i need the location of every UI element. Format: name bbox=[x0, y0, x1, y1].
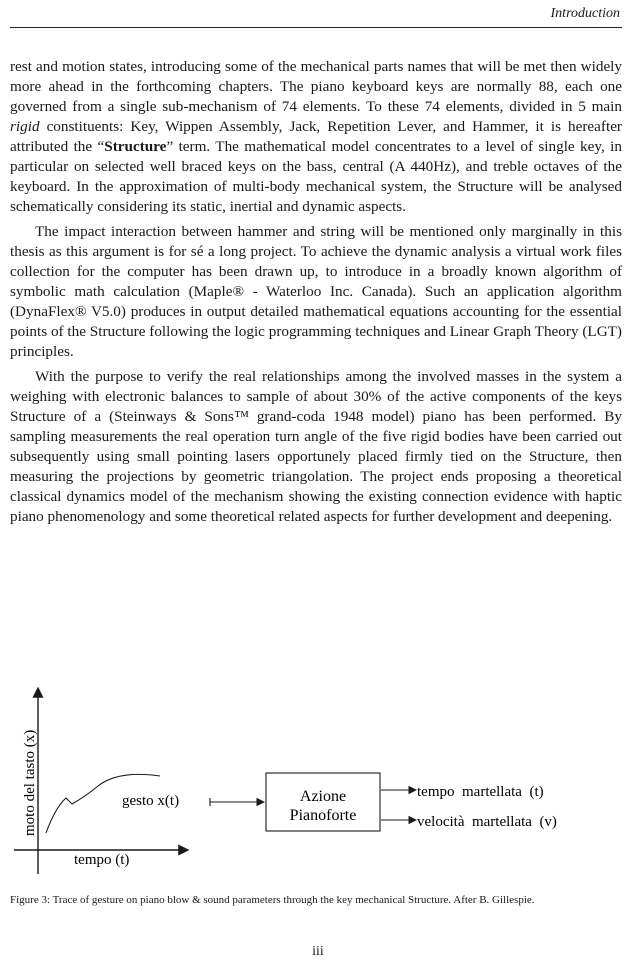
page-number: iii bbox=[312, 944, 324, 959]
running-head-title: Introduction bbox=[550, 6, 620, 21]
italic-word: rigid bbox=[10, 118, 40, 135]
paragraph-3: With the purpose to verify the real relationships among the involved masses in the system a weighing with electronic balances to sample of about 30% of the active components of the keys Structure of a (Steinways & Sons™ grand-coda 1948 model) piano has been performed. By sampling measurements the real operation turn angle of the five rigid bodies have been carried out subsequently using small pointing lasers opportunely placed firmly tied on the Structure, then measuring the projections by geometric triangolation. The project ends proposing a theoretical classical dynamics model of the mechanism showing the existing connection evidence with haptic piano phenomenology and some theoretical related aspects for further development and deepening. bbox=[10, 368, 622, 525]
box-line2: Pianoforte bbox=[289, 807, 357, 824]
box-line1: Azione bbox=[299, 788, 347, 805]
paragraph-2: The impact interaction between hammer and string will be mentioned only marginally in this thesis as this argument is for sé a long project. To achieve the dynamic analysis a virtual work files collection for the computer has been drawn up, to introduce in a broadly known algorithm of symbolic math calculation (Maple® - Waterloo Inc. Canada). Such an application algorithm (DynaFlex® V5.0) produces in output detailed mathematical equations accounting for the essential points of the Structure following the logic programming techniques and Linear Graph Theory (LGT) principles. bbox=[10, 223, 622, 360]
body-text bbox=[10, 57, 622, 532]
figure-diagram bbox=[0, 678, 636, 888]
page-header bbox=[10, 6, 622, 28]
output-label-1: tempo martellata (t) bbox=[417, 784, 544, 800]
x-axis-label: tempo (t) bbox=[74, 852, 130, 868]
diagram-svg bbox=[0, 678, 636, 888]
paragraph-1: rest and motion states, introducing some of the mechanical parts names that will be met then widely more ahead in the forthcoming chapters. The piano keyboard keys are normally 88, each one governed from a single sub-mechanism of 74 elements. To these 74 elements, divided in 5 main rigid constituents: Key, Wippen Assembly, Jack, Repetition Lever, and Hammer, it is hereafter attributed the “Structure” term. The mathematical model concentrates to a level of single key, in particular on selected well braced keys on the bass, central (A 440Hz), and treble octaves of the keyboard. In the approximation of multi-body mechanical system, the Structure will be analysed schematically considering its static, inertial and dynamic aspects. bbox=[10, 58, 622, 215]
curve-label: gesto x(t) bbox=[122, 793, 180, 809]
bold-word: Structure bbox=[104, 138, 167, 155]
y-axis-label: moto del tasto (x) bbox=[22, 729, 38, 836]
figure-caption: Figure 3: Trace of gesture on piano blow & sound parameters through the key mechanical Structure. After B. Gillespie. bbox=[10, 894, 535, 906]
output-label-2: velocità martellata (v) bbox=[417, 814, 557, 830]
